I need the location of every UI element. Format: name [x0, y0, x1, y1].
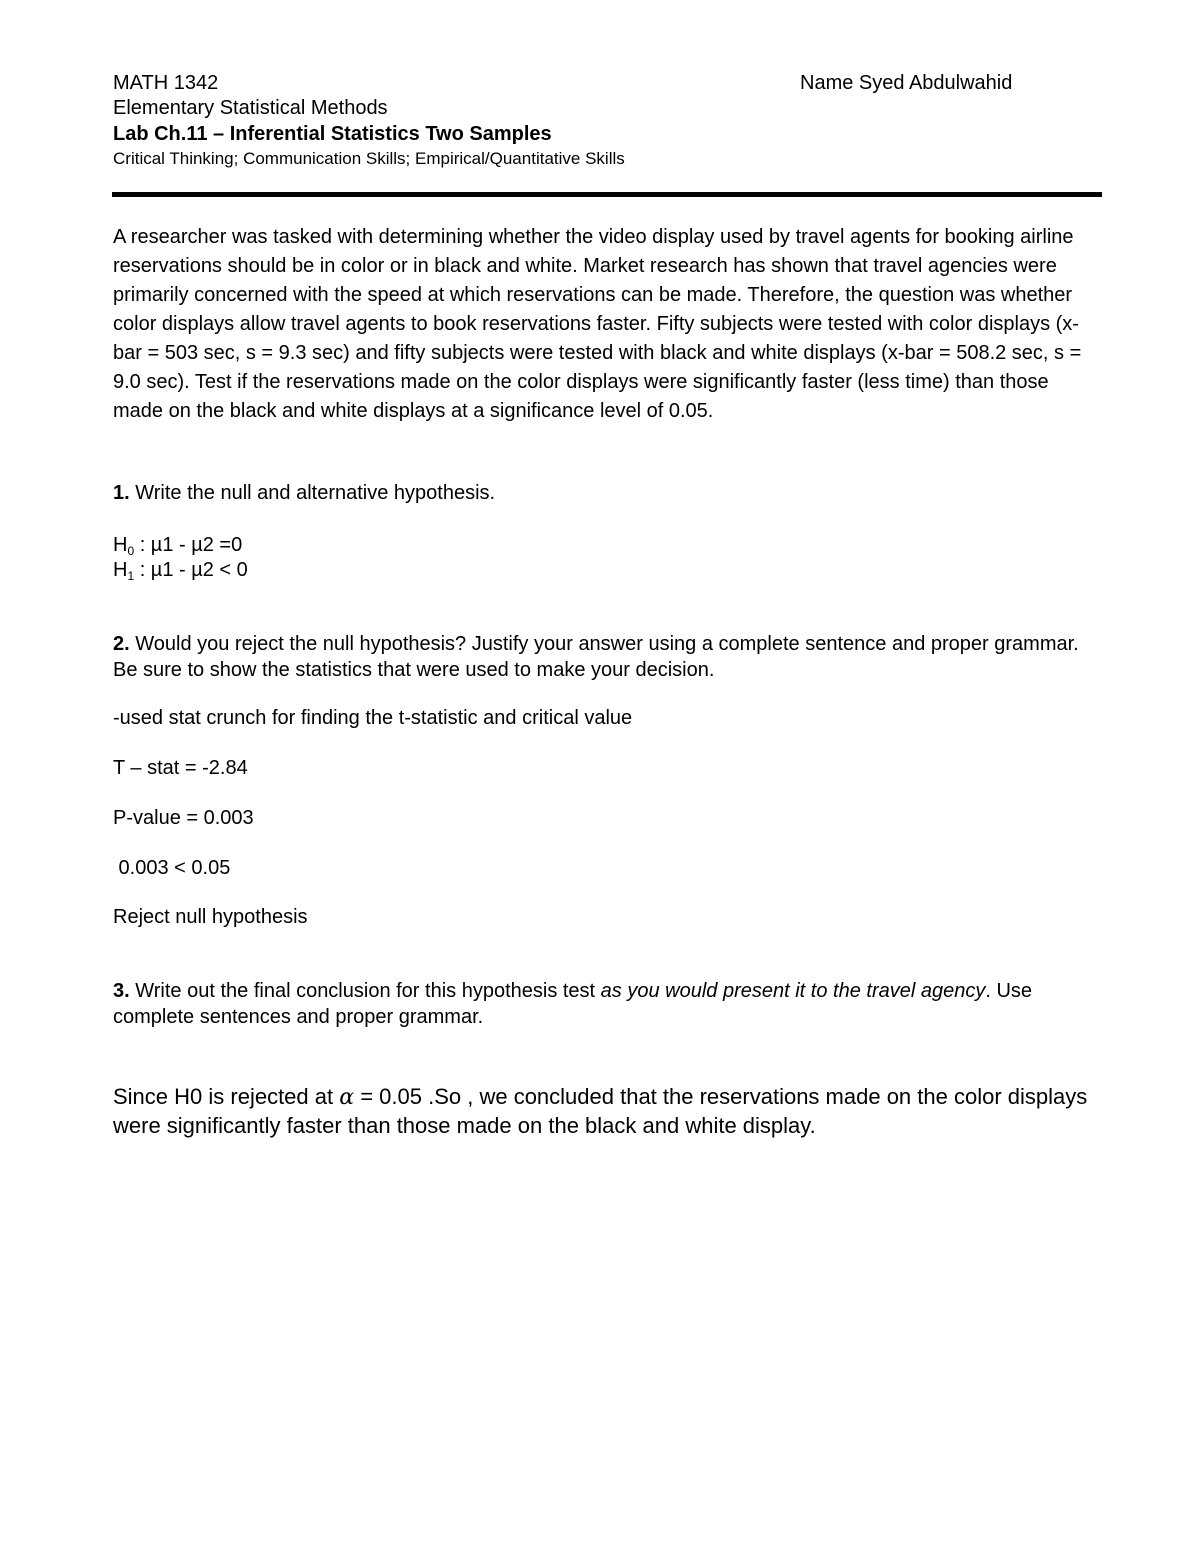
null-hypothesis-letter: H [113, 534, 128, 556]
course-title: Elementary Statistical Methods [113, 97, 388, 119]
final-conclusion [113, 1083, 1103, 1140]
question-2 [113, 631, 1103, 683]
final-conclusion-end: = 0.05 .So , we concluded that the reservations made on the color displays were significantly faster than those made on the black and white display. [113, 1084, 1088, 1138]
question-3 [113, 978, 1103, 1030]
t-statistic: T – stat = -2.84 [113, 757, 248, 779]
question-3-text-italic: as you would present it to the travel agency [600, 980, 986, 1002]
alternative-hypothesis-text: : µ1 - µ2 < 0 [134, 559, 248, 581]
student-name: Name Syed Abdulwahid [800, 72, 1013, 94]
p-value: P-value = 0.003 [113, 807, 254, 829]
alternative-hypothesis [113, 557, 248, 589]
header-divider [112, 192, 1102, 197]
test-decision: Reject null hypothesis [113, 906, 308, 928]
skills-line: Critical Thinking; Communication Skills; Empirical/Quantitative Skills [113, 149, 625, 168]
question-3-text-before: Write out the final conclusion for this hypothesis test [129, 980, 601, 1002]
question-2-number: 2. [113, 633, 130, 655]
question-3-number: 3. [113, 980, 130, 1002]
null-hypothesis-text: : µ1 - µ2 =0 [134, 534, 243, 556]
question-3-text-after: . Use complete sentences and proper grammar. [113, 980, 1033, 1028]
answer-method: -used stat crunch for finding the t-statistic and critical value [113, 707, 633, 729]
question-1-text: Write the null and alternative hypothesis. [129, 482, 496, 504]
alternative-hypothesis-letter: H [113, 559, 128, 581]
final-conclusion-start: Since H0 is rejected at [113, 1084, 340, 1109]
question-2-text: Would you reject the null hypothesis? Justify your answer using a complete sentence and proper grammar. Be sure to show the statistics that were used to make your decision. [113, 633, 1079, 681]
alpha-symbol: α [339, 1085, 355, 1110]
p-value-comparison: 0.003 < 0.05 [113, 857, 231, 879]
null-hypothesis-subscript: 0 [127, 544, 135, 558]
lab-title: Lab Ch.11 – Inferential Statistics Two Samples [113, 123, 552, 145]
question-1-number: 1. [113, 482, 130, 504]
problem-statement: A researcher was tasked with determining whether the video display used by travel agents for booking airline reservations should be in color or in black and white. Market research has shown that travel agencies were primarily concerned with the speed at which reservations can be made. Therefore, the question was whether color displays allow travel agents to book reservations faster. Fifty subjects were tested with color displays (x-bar = 503 sec, s = 9.3 sec) and fifty subjects were tested with black and white displays (x-bar = 508.2 sec, s = 9.0 sec). Test if the reservations made on the color displays were significantly faster (less time) than those made on the black and white displays at a significance level of 0.05. [113, 226, 1082, 422]
question-1 [113, 480, 1103, 506]
course-code: MATH 1342 [113, 72, 219, 94]
alternative-hypothesis-subscript: 1 [127, 569, 135, 583]
